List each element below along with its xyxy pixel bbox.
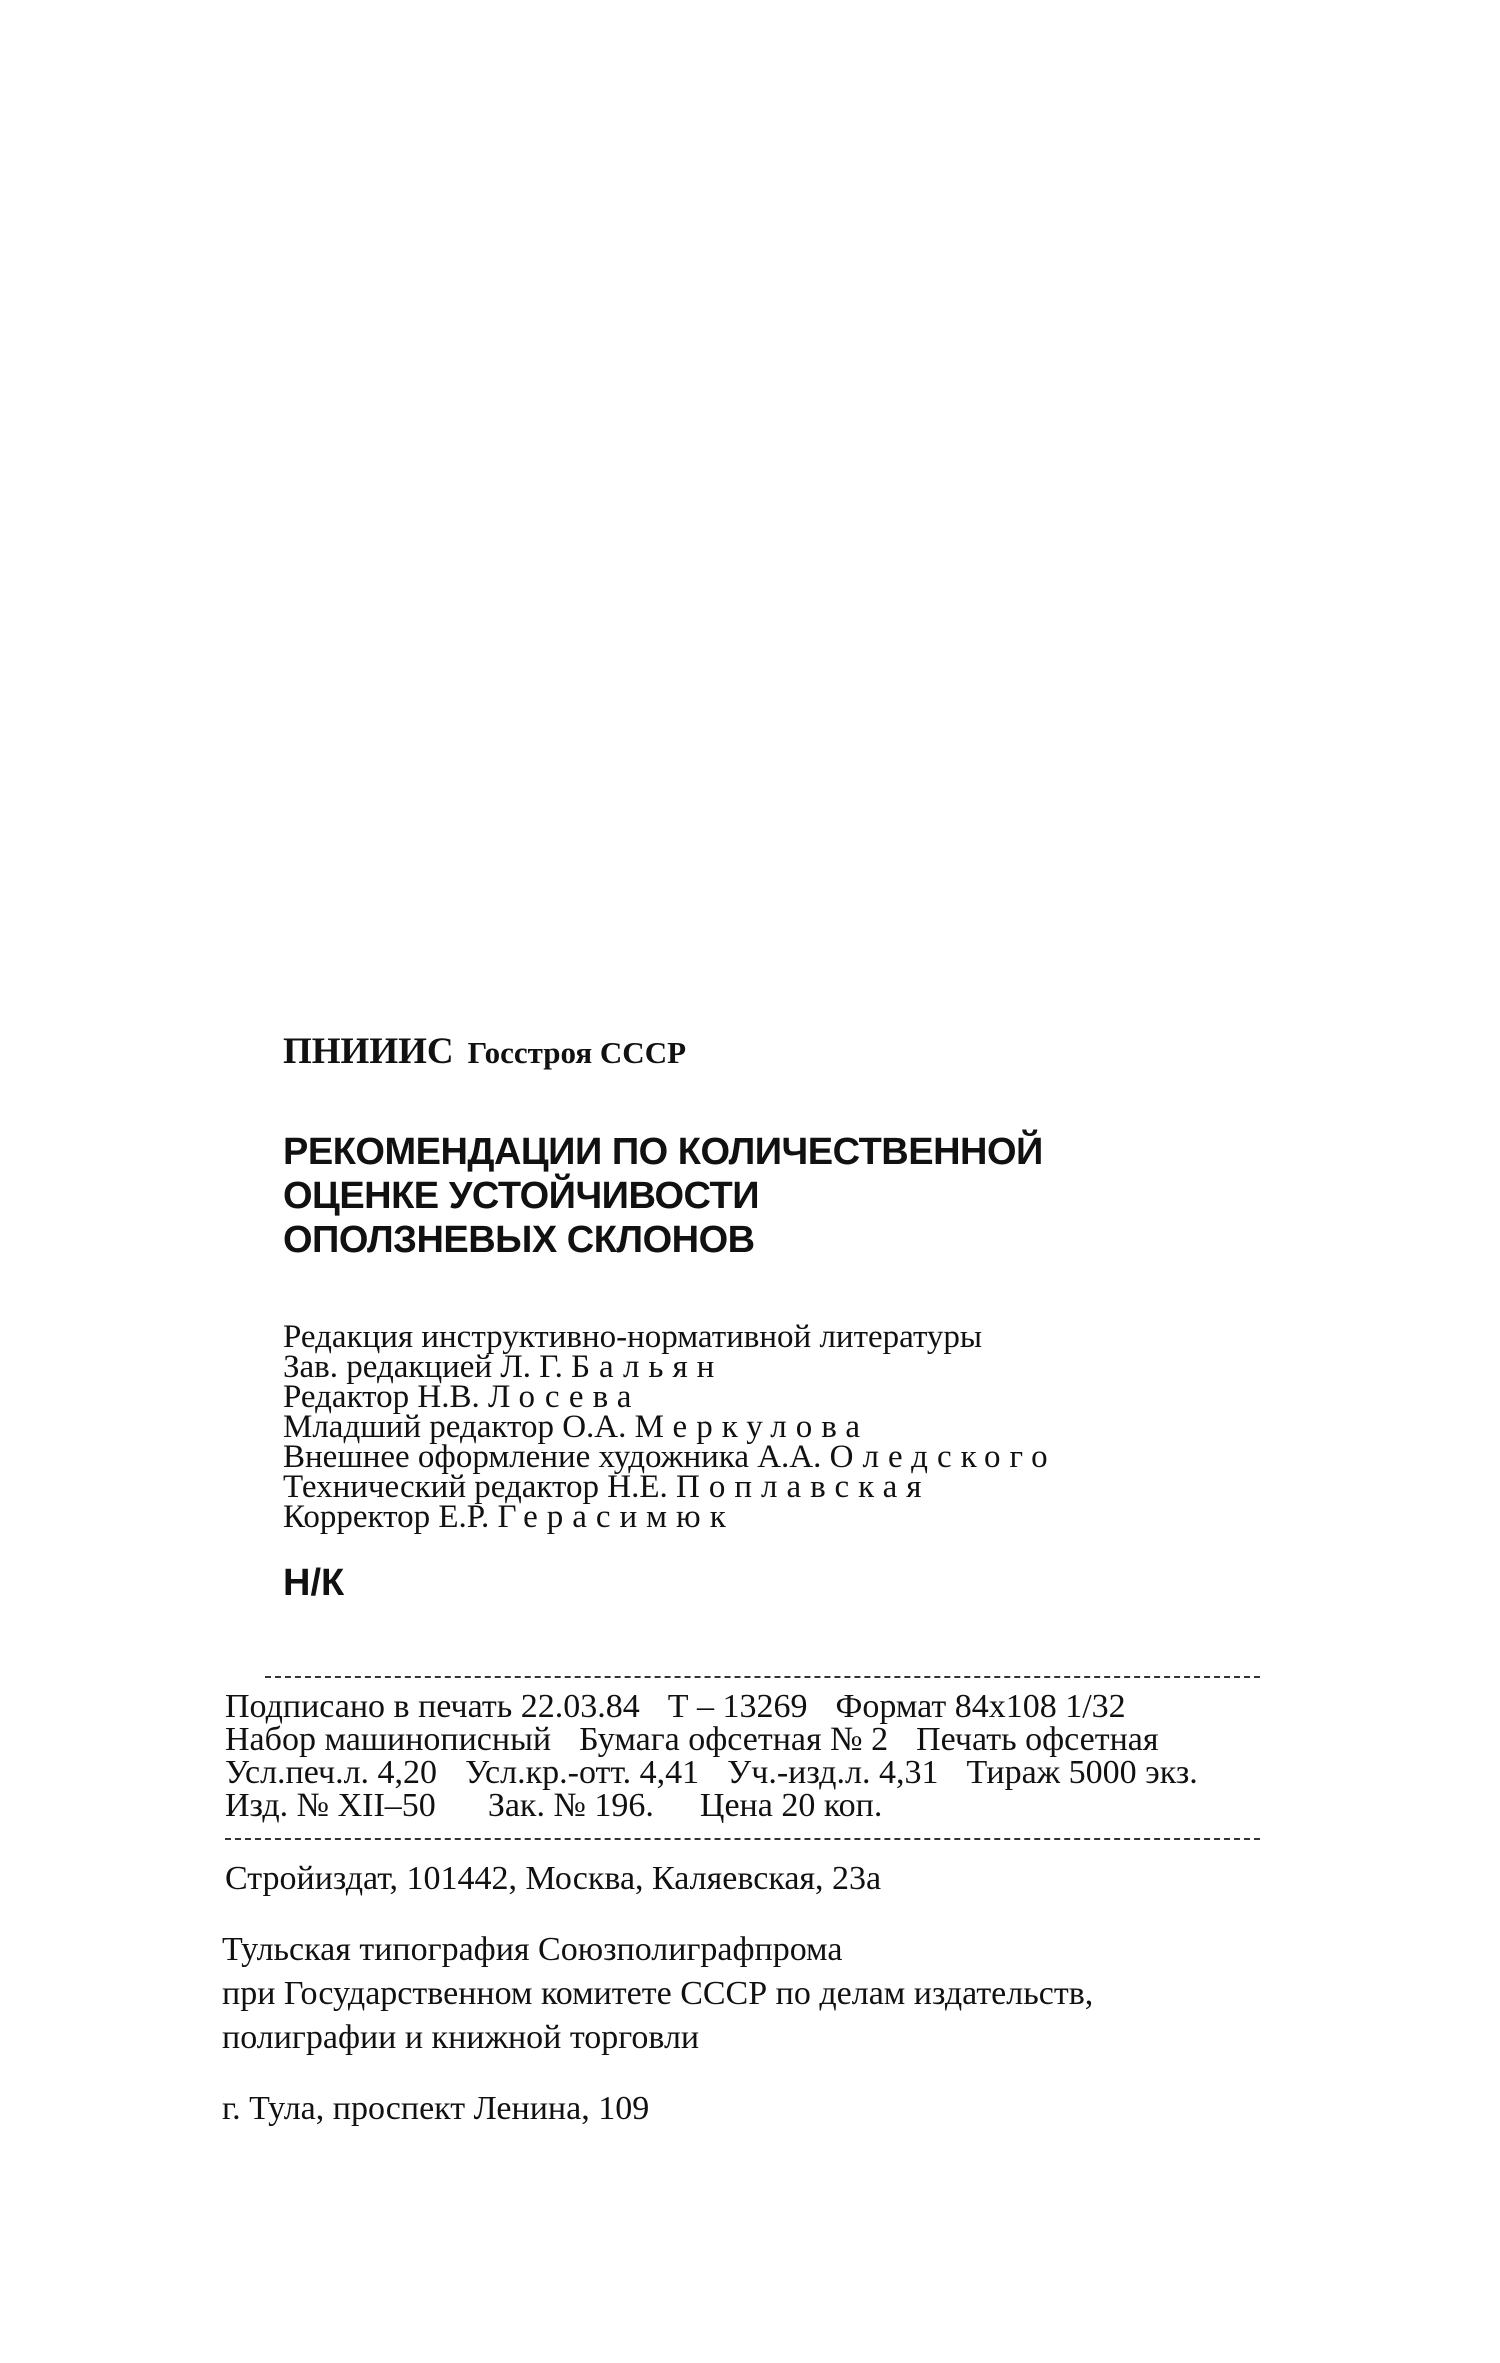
credit-junior-editor: Младший редактор О.А. Меркулова — [283, 1409, 870, 1445]
credit-edition: Редакция инструктивно-нормативной литературы — [283, 1319, 983, 1355]
credit-proofreader: Корректор Е.Р. Герасимюк — [283, 1499, 735, 1535]
title-line-2: ОЦЕНКЕ УСТОЙЧИВОСТИ — [283, 1175, 760, 1217]
printer-address: г. Тула, проспект Ленина, 109 — [222, 2090, 650, 2127]
divider-top — [265, 1676, 1260, 1678]
publisher-suborg: Госстроя СССР — [467, 1035, 687, 1070]
printer-line-3: полиграфии и книжной торговли — [222, 2019, 700, 2056]
publisher-address: Стройиздат, 101442, Москва, Каляевская, 23а — [225, 1860, 882, 1897]
printer-line-1: Тульская типография Союзполиграфпрома — [222, 1931, 843, 1968]
credits-block — [283, 1319, 1057, 1535]
nk-mark: Н/К — [283, 1562, 345, 1604]
imprint-row-2: Набор машинописный Бумага офсетная № 2 Печать офсетная — [225, 1721, 1159, 1758]
printer-block — [222, 1928, 1093, 2060]
imprint-block — [225, 1690, 1226, 1822]
imprint-row-3: Усл.печ.л. 4,20 Усл.кр.-отт. 4,41 Уч.-изд.л. 4,31 Тираж 5000 экз. — [225, 1754, 1198, 1791]
publisher-org: ПНИИИС — [283, 1031, 454, 1072]
book-title — [283, 1130, 1043, 1262]
publisher-line — [283, 1030, 686, 1073]
imprint-row-1: Подписано в печать 22.03.84 Т – 13269 Формат 84х108 1/32 — [225, 1688, 1126, 1725]
divider-bottom — [225, 1838, 1260, 1840]
credit-head-editor: Зав. редакцией Л. Г. Бальян — [283, 1349, 724, 1385]
credit-editor: Редактор Н.В. Лосева — [283, 1379, 641, 1415]
printer-line-2: при Государственном комитете СССР по делам издательств, — [222, 1975, 1094, 2012]
title-line-3: ОПОЛЗНЕВЫХ СКЛОНОВ — [283, 1219, 755, 1261]
imprint-row-4: Изд. № XII–50 Зак. № 196. Цена 20 коп. — [225, 1787, 883, 1824]
credit-design: Внешнее оформление художника А.А. Оледского — [283, 1439, 1057, 1475]
credit-tech-editor: Технический редактор Н.Е. Поплавская — [283, 1469, 931, 1505]
title-line-1: РЕКОМЕНДАЦИИ ПО КОЛИЧЕСТВЕННОЙ — [283, 1131, 1043, 1173]
